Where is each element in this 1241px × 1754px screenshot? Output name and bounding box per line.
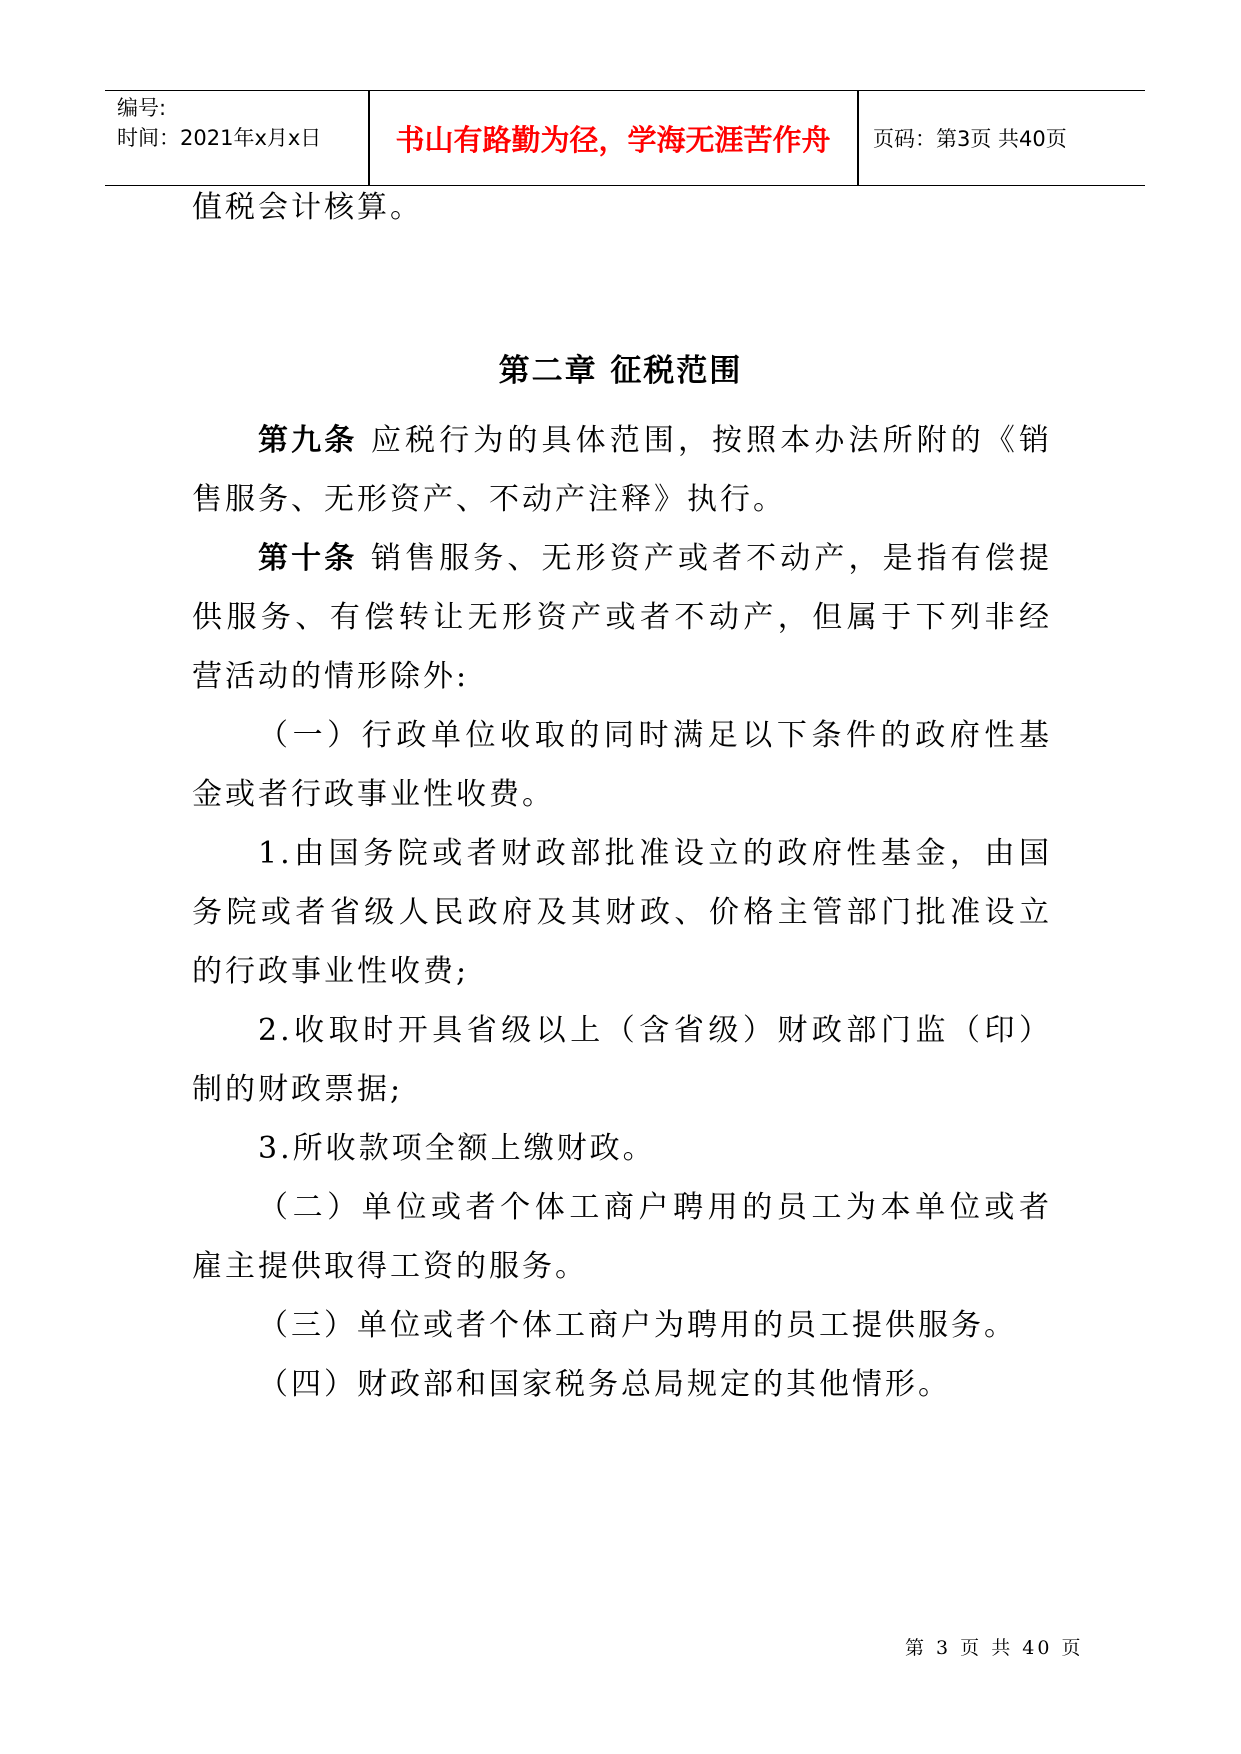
paragraph-line: （三）单位或者个体工商户为聘用的员工提供服务。 [258,1308,1017,1343]
article-10-text: 销售服务、无形资产或者不动产，是指有偿提 [370,541,1053,576]
header-divider [857,91,859,185]
paragraph-line: 供服务、有偿转让无形资产或者不动产，但属于下列非经 [192,600,1052,635]
header-page-info: 页码：第3页 共40页 [873,127,1067,151]
paragraph-line: （二）单位或者个体工商户聘用的员工为本单位或者 [258,1190,1052,1225]
article-9-line [258,421,1052,461]
header-motto: 书山有路勤为径，学海无涯苦作舟 [395,122,831,157]
paragraph-line: 制的财政票据; [192,1072,404,1107]
paragraph-line: 营活动的情形除外: [192,659,470,694]
paragraph-line: （一）行政单位收取的同时满足以下条件的政府性基 [258,718,1052,753]
paragraph-line: 的行政事业性收费; [192,954,470,989]
paragraph-line: 1.由国务院或者财政部批准设立的政府性基金，由国 [258,836,1052,871]
document-time-label: 时间：2021年x月x日 [117,126,322,150]
document-number-label: 编号: [117,96,167,120]
page-footer: 第 3 页 共 40 页 [905,1637,1084,1659]
paragraph-line: 务院或者省级人民政府及其财政、价格主管部门批准设立 [192,895,1052,930]
article-10-label: 第十条 [258,541,358,576]
article-9-label: 第九条 [258,423,358,458]
chapter-title: 第二章 征税范围 [498,353,743,389]
paragraph-line: 2.收取时开具省级以上（含省级）财政部门监（印） [258,1013,1052,1048]
paragraph-line: 3.所收款项全额上缴财政。 [258,1131,656,1166]
article-9-text: 应税行为的具体范围，按照本办法所附的《销 [370,423,1053,458]
paragraph-line: 值税会计核算。 [192,190,423,225]
header-meta [117,93,321,153]
article-10-line [258,539,1052,579]
paragraph-line: （四）财政部和国家税务总局规定的其他情形。 [258,1367,951,1402]
paragraph-line: 售服务、无形资产、不动产注释》执行。 [192,482,786,517]
page-header [105,90,1145,186]
paragraph-line: 金或者行政事业性收费。 [192,777,555,812]
paragraph-line: 雇主提供取得工资的服务。 [192,1249,588,1284]
